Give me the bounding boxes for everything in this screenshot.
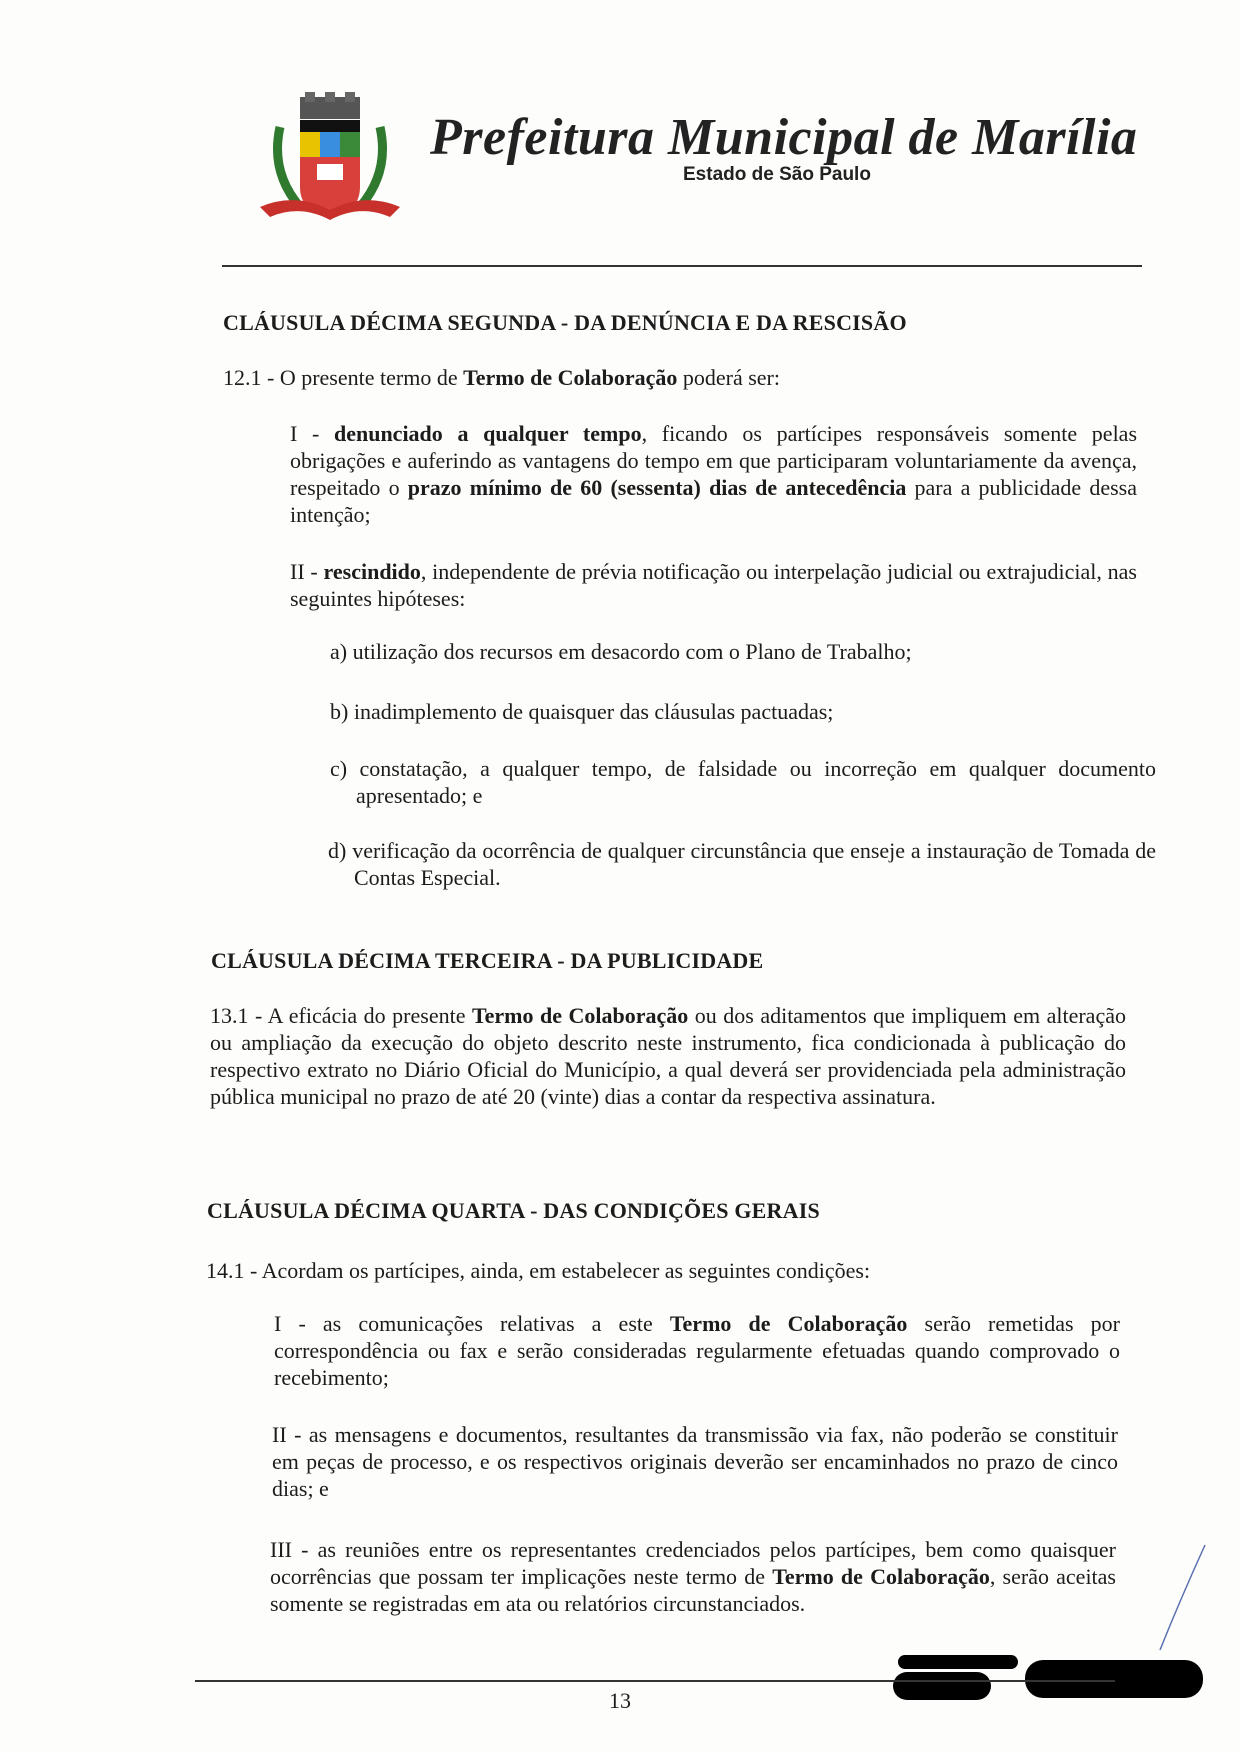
subitem-d: d) verificação da ocorrência de qualquer circunstância que enseje a instauração de Tomada de Contas Especial. [328, 838, 1156, 890]
clause-14-1-item-i: I - as comunicações relativas a este Termo de Colaboração serão remetidas por correspondência ou fax e serão consideradas regularmente efetuadas quando comprovado o recebimento; [274, 1311, 1121, 1390]
header-divider [222, 265, 1142, 267]
clause-14-1: 14.1 - Acordam os partícipes, ainda, em estabelecer as seguintes condições: [206, 1258, 871, 1283]
subitem-b: b) inadimplemento de quaisquer das cláusulas pactuadas; [330, 699, 834, 724]
clause-12-1: 12.1 - O presente termo de Termo de Colaboração poderá ser: [223, 365, 780, 390]
footer-divider [195, 1680, 1115, 1682]
coat-of-arms-logo [255, 92, 405, 232]
clause-14-1-item-ii: II - as mensagens e documentos, resultantes da transmissão via fax, não poderão se constituir em peças de processo, e os respectivos originais deverão ser encaminhados no prazo de cinco dias; e [272, 1422, 1118, 1501]
section-heading-13: CLÁUSULA DÉCIMA TERCEIRA - DA PUBLICIDADE [211, 948, 764, 973]
page-number: 13 [609, 1688, 631, 1713]
clause-12-1-item-ii: II - rescindido, independente de prévia notificação ou interpelação judicial ou extrajudicial, nas seguintes hipóteses: [290, 559, 1137, 611]
signature-stroke [1150, 1540, 1210, 1660]
section-heading-12: CLÁUSULA DÉCIMA SEGUNDA - DA DENÚNCIA E DA RESCISÃO [223, 310, 907, 335]
clause-14-1-item-iii: III - as reuniões entre os representantes credenciados pelos partícipes, bem como quaisquer ocorrências que possam ter implicações neste termo de Termo de Colaboração, serão aceitas somente se registradas em ata ou relatórios circunstanciados. [270, 1537, 1116, 1616]
header-subtitle: Estado de São Paulo [683, 164, 871, 185]
redaction-mark [898, 1655, 1018, 1669]
section-heading-14: CLÁUSULA DÉCIMA QUARTA - DAS CONDIÇÕES GERAIS [207, 1198, 820, 1223]
subitem-a: a) utilização dos recursos em desacordo com o Plano de Trabalho; [330, 639, 912, 664]
header-title: Prefeitura Municipal de Marília [430, 109, 1138, 166]
clause-13-1: 13.1 - A eficácia do presente Termo de Colaboração ou dos aditamentos que impliquem em alteração ou ampliação da execução do objeto descrito neste instrumento, fica condicionada à publicação do respectivo extrato no Diário Oficial do Município, a qual deverá ser providenciada pela administração pública municipal no prazo de até 20 (vinte) dias a contar da respectiva assinatura. [210, 1003, 1126, 1109]
subitem-c: c) constatação, a qualquer tempo, de falsidade ou incorreção em qualquer documento apresentado; e [330, 756, 1156, 808]
clause-12-1-item-i: I - denunciado a qualquer tempo, ficando os partícipes responsáveis somente pelas obrigações e auferindo as vantagens do tempo em que participaram voluntariamente da avença, respeitado o prazo mínimo de 60 (sessenta) dias de antecedência para a publicidade dessa intenção; [290, 421, 1138, 527]
